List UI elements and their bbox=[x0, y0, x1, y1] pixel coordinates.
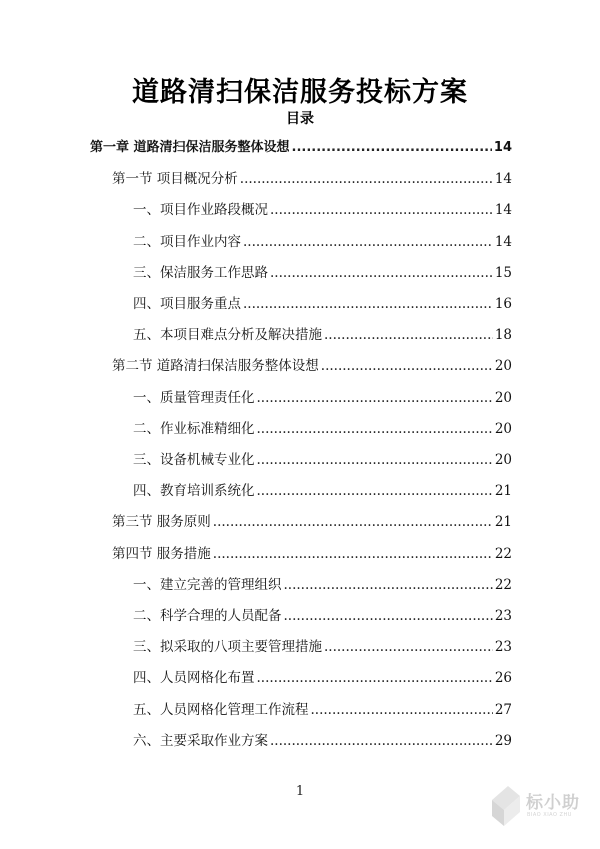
toc-dot-leader bbox=[257, 450, 493, 470]
toc-entry[interactable] bbox=[133, 606, 512, 626]
toc-dot-leader bbox=[324, 637, 493, 657]
toc-entry-page: 23 bbox=[494, 608, 512, 624]
toc-dot-leader bbox=[257, 388, 493, 408]
watermark-logo-icon bbox=[486, 782, 524, 828]
toc-entry[interactable] bbox=[133, 450, 512, 470]
toc-entry[interactable] bbox=[133, 232, 512, 252]
watermark-subtext: BIAO XIAO ZHU bbox=[527, 812, 572, 818]
toc-entry-page: 27 bbox=[494, 701, 512, 718]
toc-entry[interactable] bbox=[133, 731, 512, 751]
document-title: 道路清扫保洁服务投标方案 bbox=[132, 77, 468, 108]
toc-entry-page: 20 bbox=[494, 420, 512, 437]
toc-entry-text: 三、保洁服务工作思路 bbox=[133, 264, 268, 281]
toc-entry-page: 26 bbox=[494, 670, 512, 687]
toc-entry[interactable] bbox=[133, 388, 512, 408]
toc-dot-leader bbox=[284, 606, 493, 626]
toc-entry[interactable] bbox=[133, 200, 512, 220]
toc-entry[interactable] bbox=[133, 637, 512, 657]
toc-dot-leader bbox=[311, 700, 493, 720]
toc-entry-text: 一、建立完善的管理组织 bbox=[133, 576, 282, 593]
toc-entry[interactable] bbox=[112, 544, 512, 564]
toc-entry-page: 18 bbox=[494, 327, 512, 344]
toc-entry-text: 第一节 项目概况分析 bbox=[112, 171, 238, 188]
toc-dot-leader bbox=[213, 544, 493, 564]
toc-entry-text: 第四节 服务措施 bbox=[112, 545, 211, 562]
toc-entry[interactable] bbox=[90, 138, 512, 158]
toc-entry-page: 21 bbox=[494, 514, 512, 531]
toc-entry-text: 五、人员网格化管理工作流程 bbox=[133, 701, 309, 718]
watermark-text: 标小助 bbox=[526, 793, 580, 813]
toc-entry-page: 20 bbox=[494, 452, 512, 468]
toc-entry-text: 四、项目服务重点 bbox=[133, 296, 241, 312]
toc-entry[interactable] bbox=[133, 575, 512, 595]
toc-entry[interactable] bbox=[133, 481, 512, 501]
toc-entry-page: 16 bbox=[494, 296, 512, 312]
toc-entry-page: 22 bbox=[494, 545, 512, 562]
toc-entry-page: 20 bbox=[494, 358, 512, 375]
toc-dot-leader bbox=[270, 263, 493, 283]
toc-entry-page: 14 bbox=[494, 233, 512, 250]
toc-entry-page: 29 bbox=[494, 732, 512, 749]
toc-entry[interactable] bbox=[133, 325, 512, 345]
toc-entry-text: 二、项目作业内容 bbox=[133, 233, 241, 250]
toc-entry-text: 三、拟采取的八项主要管理措施 bbox=[133, 639, 322, 656]
page-number: 1 bbox=[295, 784, 305, 799]
toc-entry-page: 14 bbox=[494, 171, 512, 188]
toc-entry-text: 二、作业标准精细化 bbox=[133, 420, 255, 437]
toc-entry[interactable] bbox=[112, 169, 512, 189]
toc-entry-text: 四、人员网格化布置 bbox=[133, 670, 255, 687]
toc-entry-text: 一、质量管理责任化 bbox=[133, 389, 255, 406]
toc-dot-leader bbox=[270, 200, 493, 220]
toc-entry-page: 23 bbox=[494, 639, 512, 656]
toc-dot-leader bbox=[243, 232, 493, 252]
toc-entry-page: 22 bbox=[494, 576, 512, 593]
watermark bbox=[486, 782, 596, 832]
toc-dot-leader bbox=[243, 294, 493, 314]
toc-entry-text: 一、项目作业路段概况 bbox=[133, 202, 268, 219]
toc-entry[interactable] bbox=[133, 263, 512, 283]
toc-entry-text: 四、教育培训系统化 bbox=[133, 483, 255, 500]
toc-dot-leader bbox=[270, 731, 493, 751]
toc-dot-leader bbox=[240, 169, 493, 189]
toc-entry[interactable] bbox=[133, 294, 512, 314]
toc-dot-leader bbox=[284, 575, 493, 595]
toc-entry[interactable] bbox=[112, 356, 512, 376]
toc-entry-page: 21 bbox=[494, 483, 512, 500]
toc-entry-text: 五、本项目难点分析及解决措施 bbox=[133, 327, 322, 344]
toc-entry-text: 三、设备机械专业化 bbox=[133, 452, 255, 468]
toc-entry-text: 六、主要采取作业方案 bbox=[133, 732, 268, 749]
toc-dot-leader bbox=[213, 512, 493, 532]
toc-heading: 目录 bbox=[286, 111, 314, 127]
toc-entry[interactable] bbox=[133, 668, 512, 688]
toc-dot-leader bbox=[321, 356, 493, 376]
toc-entry-text: 第一章 道路清扫保洁服务整体设想 bbox=[90, 140, 290, 155]
toc-dot-leader bbox=[257, 419, 493, 439]
toc-dot-leader bbox=[257, 668, 493, 688]
toc-entry-page: 15 bbox=[494, 264, 512, 281]
toc-entry-text: 二、科学合理的人员配备 bbox=[133, 608, 282, 624]
toc-entry-page: 14 bbox=[494, 202, 512, 219]
toc-entry-page: 20 bbox=[494, 389, 512, 406]
toc-dot-leader bbox=[257, 481, 493, 501]
toc-entry-text: 第二节 道路清扫保洁服务整体设想 bbox=[112, 358, 319, 375]
toc-entry[interactable] bbox=[133, 419, 512, 439]
toc-entry-text: 第三节 服务原则 bbox=[112, 514, 211, 531]
toc-entry[interactable] bbox=[112, 512, 512, 532]
toc-entry[interactable] bbox=[133, 700, 512, 720]
toc-dot-leader bbox=[292, 138, 492, 158]
toc-entry-page: 14 bbox=[493, 140, 512, 155]
toc-dot-leader bbox=[324, 325, 493, 345]
